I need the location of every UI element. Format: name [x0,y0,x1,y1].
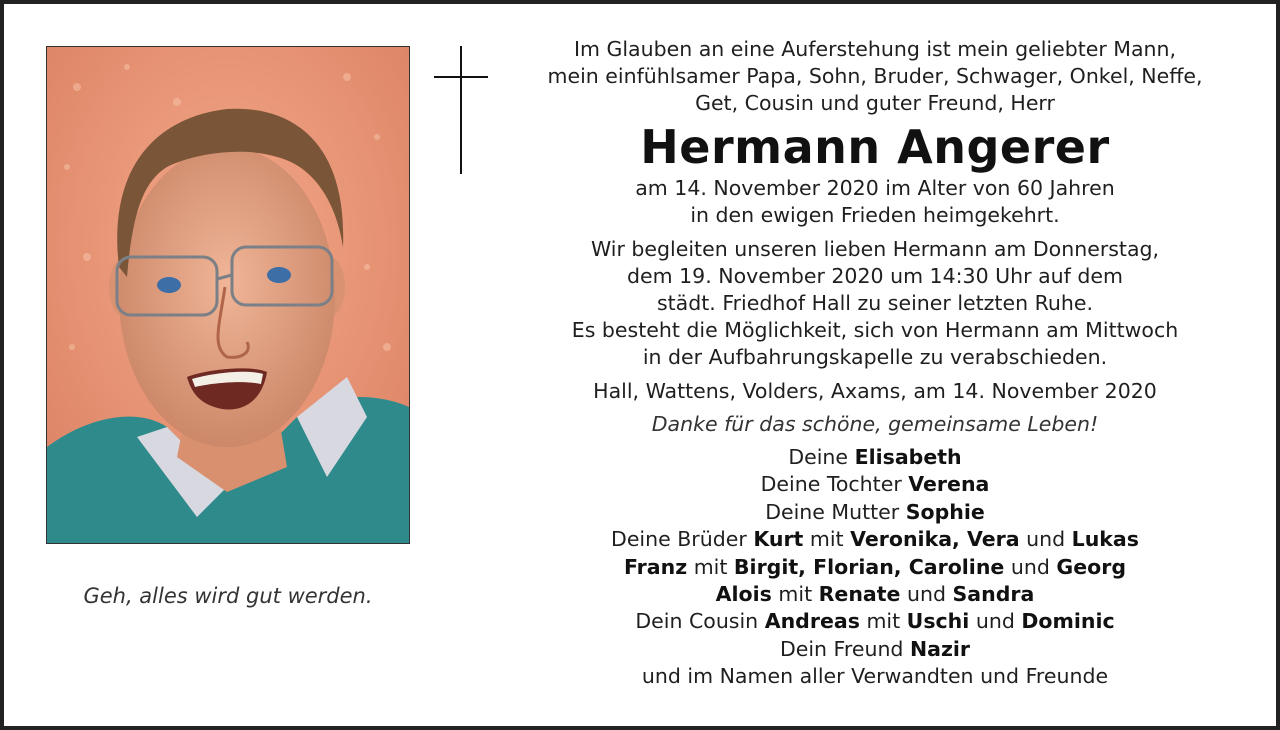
motto-text: Geh, alles wird gut werden. [83,584,373,608]
thanks-line: Danke für das schöne, gemeinsame Leben! [651,412,1099,436]
mourner-closing: und im Namen aller Verwandten und Freunde [641,664,1109,689]
cross-icon [434,46,488,176]
mourner-daughter: Deine Tochter Verena [760,472,990,497]
funeral-line: in der Aufbahrungskapelle zu verabschieden. [642,345,1108,369]
place-date: Hall, Wattens, Volders, Axams, am 14. November 2020 [593,379,1157,403]
funeral-line: Wir begleiten unseren lieben Hermann am Donnerstag, [590,237,1160,261]
intro-line: mein einfühlsamer Papa, Sohn, Bruder, Schwager, Onkel, Neffe, [547,64,1203,88]
funeral-line: städt. Friedhof Hall zu seiner letzten Ruhe. [656,291,1094,315]
death-line: am 14. November 2020 im Alter von 60 Jahren [635,176,1115,200]
funeral-line: dem 19. November 2020 um 14:30 Uhr auf dem [627,264,1123,288]
death-line: in den ewigen Frieden heimgekehrt. [690,203,1060,227]
portrait-illustration [47,47,409,543]
mourner-brothers: Deine Brüder Kurt mit Veronika, Vera und Lukas [611,527,1139,552]
obituary-text [504,36,1246,691]
mourner-wife: Deine Elisabeth [788,445,962,469]
mourner-franz: Franz mit Birgit, Florian, Caroline und Georg [623,554,1127,579]
intro-line: Im Glauben an eine Auferstehung ist mein geliebter Mann, [573,37,1177,61]
mourner-mother: Deine Mutter Sophie [765,499,985,524]
funeral-line: Es besteht die Möglichkeit, sich von Hermann am Mittwoch [571,318,1179,342]
portrait-photo [46,46,410,544]
intro-line: Get, Cousin und guter Freund, Herr [695,91,1055,115]
deceased-name: Hermann Angerer [640,120,1110,174]
mourner-cousin: Dein Cousin Andreas mit Uschi und Dominic [635,609,1115,634]
mourners-list [504,444,1246,691]
mourner-alois: Alois mit Renate und Sandra [715,582,1035,607]
mourner-friend: Dein Freund Nazir [779,636,971,661]
